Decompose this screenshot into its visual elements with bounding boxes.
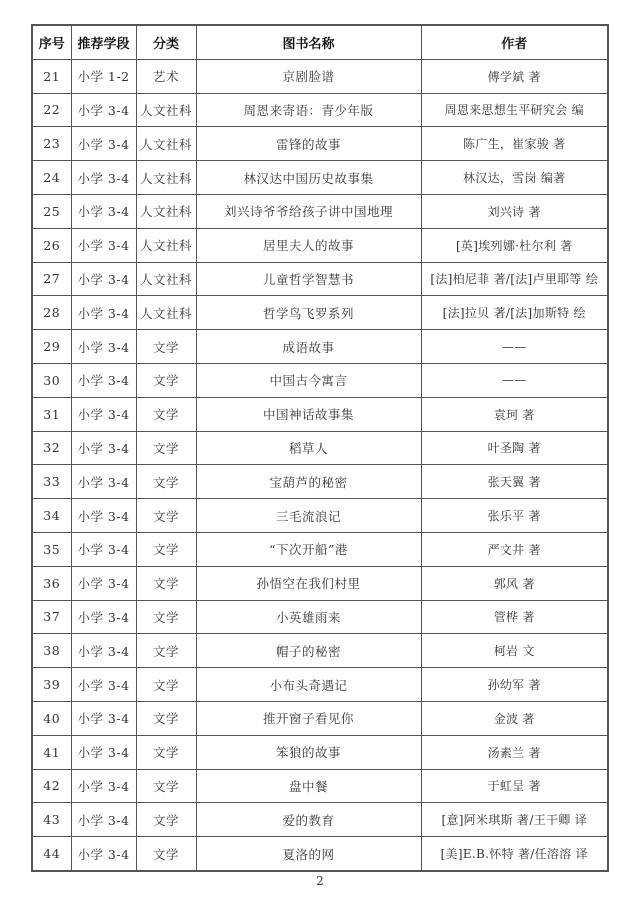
cell-author: 严文井 著 (421, 532, 608, 566)
cell-title: “下次开船”港 (196, 532, 421, 566)
cell-category: 文学 (136, 837, 196, 871)
cell-category: 文学 (136, 735, 196, 769)
cell-author: [意]阿米琪斯 著/王干卿 译 (421, 803, 608, 837)
cell-author: 管桦 著 (421, 600, 608, 634)
cell-no: 44 (32, 837, 71, 871)
cell-author: [法]柏尼菲 著/[法]卢里耶等 绘 (421, 262, 608, 296)
table-row (32, 566, 608, 600)
cell-no: 28 (32, 296, 71, 330)
cell-stage: 小学 3-4 (71, 600, 136, 634)
cell-category: 文学 (136, 397, 196, 431)
table-row (32, 735, 608, 769)
cell-category: 文学 (136, 600, 196, 634)
cell-author: 于虹呈 著 (421, 769, 608, 803)
cell-title: 宝葫芦的秘密 (196, 465, 421, 499)
cell-stage: 小学 3-4 (71, 431, 136, 465)
cell-no: 22 (32, 93, 71, 127)
cell-title: 京剧脸谱 (196, 59, 421, 93)
cell-author: 张乐平 著 (421, 499, 608, 533)
cell-category: 文学 (136, 769, 196, 803)
cell-stage: 小学 3-4 (71, 194, 136, 228)
header-category: 分类 (136, 25, 196, 59)
cell-author: [法]拉贝 著/[法]加斯特 绘 (421, 296, 608, 330)
cell-author: 金波 著 (421, 701, 608, 735)
cell-no: 35 (32, 532, 71, 566)
table-row (32, 465, 608, 499)
cell-author: 刘兴诗 著 (421, 194, 608, 228)
cell-author: 陈广生，崔家骏 著 (421, 127, 608, 161)
cell-no: 42 (32, 769, 71, 803)
cell-stage: 小学 3-4 (71, 262, 136, 296)
cell-category: 人文社科 (136, 93, 196, 127)
cell-stage: 小学 3-4 (71, 228, 136, 262)
cell-stage: 小学 3-4 (71, 296, 136, 330)
cell-no: 25 (32, 194, 71, 228)
cell-stage: 小学 3-4 (71, 735, 136, 769)
cell-author: 汤素兰 著 (421, 735, 608, 769)
cell-no: 37 (32, 600, 71, 634)
cell-category: 人文社科 (136, 262, 196, 296)
table-row (32, 59, 608, 93)
cell-title: 中国神话故事集 (196, 397, 421, 431)
cell-author: —— (421, 330, 608, 364)
cell-stage: 小学 3-4 (71, 634, 136, 668)
cell-no: 34 (32, 499, 71, 533)
cell-no: 30 (32, 363, 71, 397)
table-row (32, 769, 608, 803)
table-row (32, 363, 608, 397)
cell-title: 推开窗子看见你 (196, 701, 421, 735)
cell-title: 小英雄雨来 (196, 600, 421, 634)
cell-author: 袁珂 著 (421, 397, 608, 431)
table-row (32, 161, 608, 195)
cell-stage: 小学 3-4 (71, 397, 136, 431)
table-row (32, 701, 608, 735)
cell-stage: 小学 3-4 (71, 701, 136, 735)
cell-title: 雷锋的故事 (196, 127, 421, 161)
cell-author: —— (421, 363, 608, 397)
header-title: 图书名称 (196, 25, 421, 59)
table-row (32, 93, 608, 127)
cell-author: 叶圣陶 著 (421, 431, 608, 465)
cell-author: [英]埃列娜·杜尔利 著 (421, 228, 608, 262)
table-row (32, 600, 608, 634)
cell-no: 39 (32, 668, 71, 702)
cell-title: 儿童哲学智慧书 (196, 262, 421, 296)
cell-no: 41 (32, 735, 71, 769)
cell-title: 林汉达中国历史故事集 (196, 161, 421, 195)
table-row (32, 397, 608, 431)
cell-category: 人文社科 (136, 127, 196, 161)
header-author: 作者 (421, 25, 608, 59)
cell-title: 稻草人 (196, 431, 421, 465)
table-row (32, 194, 608, 228)
table-row (32, 330, 608, 364)
cell-stage: 小学 3-4 (71, 837, 136, 871)
cell-category: 文学 (136, 566, 196, 600)
cell-title: 小布头奇遇记 (196, 668, 421, 702)
cell-category: 文学 (136, 431, 196, 465)
cell-stage: 小学 3-4 (71, 566, 136, 600)
cell-stage: 小学 1-2 (71, 59, 136, 93)
cell-title: 成语故事 (196, 330, 421, 364)
cell-stage: 小学 3-4 (71, 769, 136, 803)
cell-category: 人文社科 (136, 194, 196, 228)
cell-category: 文学 (136, 701, 196, 735)
cell-author: [美]E.B.怀特 著/任溶溶 译 (421, 837, 608, 871)
cell-category: 文学 (136, 465, 196, 499)
cell-category: 文学 (136, 634, 196, 668)
cell-stage: 小学 3-4 (71, 363, 136, 397)
cell-no: 31 (32, 397, 71, 431)
cell-author: 孙幼军 著 (421, 668, 608, 702)
cell-stage: 小学 3-4 (71, 668, 136, 702)
table-row (32, 228, 608, 262)
cell-author: 周恩来思想生平研究会 编 (421, 93, 608, 127)
table-row (32, 634, 608, 668)
cell-title: 笨狼的故事 (196, 735, 421, 769)
cell-no: 36 (32, 566, 71, 600)
table-row (32, 803, 608, 837)
cell-title: 盘中餐 (196, 769, 421, 803)
cell-category: 文学 (136, 532, 196, 566)
cell-category: 文学 (136, 668, 196, 702)
table-row (32, 296, 608, 330)
table-row (32, 499, 608, 533)
cell-category: 文学 (136, 499, 196, 533)
cell-title: 三毛流浪记 (196, 499, 421, 533)
cell-no: 32 (32, 431, 71, 465)
cell-no: 23 (32, 127, 71, 161)
cell-title: 孙悟空在我们村里 (196, 566, 421, 600)
cell-category: 人文社科 (136, 296, 196, 330)
cell-no: 43 (32, 803, 71, 837)
cell-category: 文学 (136, 363, 196, 397)
cell-no: 38 (32, 634, 71, 668)
cell-title: 夏洛的网 (196, 837, 421, 871)
cell-stage: 小学 3-4 (71, 161, 136, 195)
header-no: 序号 (32, 25, 71, 59)
cell-stage: 小学 3-4 (71, 330, 136, 364)
cell-no: 40 (32, 701, 71, 735)
cell-category: 艺术 (136, 59, 196, 93)
table-row (32, 837, 608, 871)
cell-category: 人文社科 (136, 228, 196, 262)
book-list-table (31, 24, 609, 872)
cell-no: 27 (32, 262, 71, 296)
table-body (32, 59, 608, 871)
cell-stage: 小学 3-4 (71, 93, 136, 127)
cell-category: 文学 (136, 330, 196, 364)
cell-title: 帽子的秘密 (196, 634, 421, 668)
cell-category: 文学 (136, 803, 196, 837)
cell-stage: 小学 3-4 (71, 532, 136, 566)
cell-no: 33 (32, 465, 71, 499)
table-row (32, 431, 608, 465)
cell-title: 爱的教育 (196, 803, 421, 837)
cell-stage: 小学 3-4 (71, 127, 136, 161)
cell-author: 傅学斌 著 (421, 59, 608, 93)
cell-author: 郭风 著 (421, 566, 608, 600)
cell-stage: 小学 3-4 (71, 499, 136, 533)
cell-no: 29 (32, 330, 71, 364)
table-row (32, 127, 608, 161)
page-number: 2 (316, 874, 324, 888)
cell-no: 26 (32, 228, 71, 262)
cell-title: 刘兴诗爷爷给孩子讲中国地理 (196, 194, 421, 228)
cell-author: 张天翼 著 (421, 465, 608, 499)
cell-title: 哲学鸟飞罗系列 (196, 296, 421, 330)
cell-stage: 小学 3-4 (71, 803, 136, 837)
cell-no: 24 (32, 161, 71, 195)
table-row (32, 262, 608, 296)
header-stage: 推荐学段 (71, 25, 136, 59)
table-row (32, 532, 608, 566)
cell-title: 居里夫人的故事 (196, 228, 421, 262)
cell-category: 人文社科 (136, 161, 196, 195)
table-row (32, 668, 608, 702)
cell-no: 21 (32, 59, 71, 93)
cell-author: 林汉达，雪岗 编著 (421, 161, 608, 195)
cell-stage: 小学 3-4 (71, 465, 136, 499)
table-header-row (32, 25, 608, 59)
cell-title: 中国古今寓言 (196, 363, 421, 397)
cell-author: 柯岩 文 (421, 634, 608, 668)
cell-title: 周恩来寄语：青少年版 (196, 93, 421, 127)
